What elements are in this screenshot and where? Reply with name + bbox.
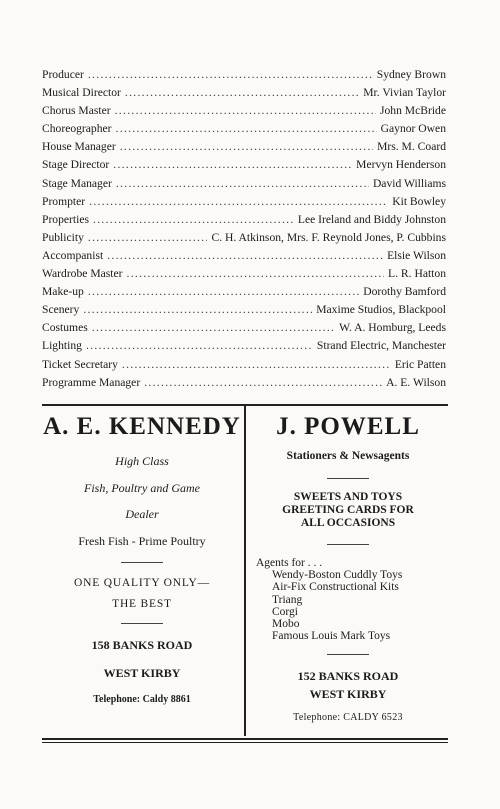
credit-row xyxy=(42,122,446,140)
dot-leader xyxy=(116,122,377,135)
credit-row xyxy=(42,104,446,122)
credit-name: Strand Electric, Manchester xyxy=(316,339,446,353)
dot-leader xyxy=(125,86,359,99)
credit-role: Producer xyxy=(42,68,84,81)
dot-leader xyxy=(144,376,382,389)
powell-rule-1 xyxy=(327,478,369,479)
credit-row xyxy=(42,249,446,267)
credit-row xyxy=(42,177,446,195)
powell-name: J. POWELL xyxy=(276,413,420,440)
credit-name: L. R. Hatton xyxy=(388,267,446,281)
credit-role: Choreographer xyxy=(42,122,112,136)
credits-list xyxy=(42,68,446,394)
kennedy-advertisement xyxy=(42,406,242,705)
credit-role: Publicity xyxy=(42,230,84,244)
kennedy-line-high-class: High Class xyxy=(115,454,169,468)
dot-leader xyxy=(127,267,385,280)
agent-item: Wendy-Boston Cuddly Toys xyxy=(272,569,403,582)
credit-role: Lighting xyxy=(42,339,82,353)
powell-address-1: 152 BANKS ROAD xyxy=(297,669,399,684)
credit-row xyxy=(42,321,446,339)
dot-leader xyxy=(122,358,391,371)
credit-role: Ticket Secretary xyxy=(42,357,118,371)
agent-item: Mobo xyxy=(272,618,300,631)
powell-advertisement xyxy=(248,406,448,723)
kennedy-line-fish-poultry: Fish, Poultry and Game xyxy=(84,481,200,495)
powell-feature-2: GREETING CARDS FOR xyxy=(282,504,414,516)
credit-row xyxy=(42,358,446,376)
kennedy-rule-2 xyxy=(121,623,163,624)
credit-name: John McBride xyxy=(379,104,446,118)
dot-leader xyxy=(89,195,388,208)
credit-role: Prompter xyxy=(42,194,86,208)
credit-role: Accompanist xyxy=(42,248,104,262)
credit-row xyxy=(42,140,446,158)
kennedy-address-2: WEST KIRBY xyxy=(103,666,181,680)
dot-leader xyxy=(88,285,359,298)
powell-address-2: WEST KIRBY xyxy=(309,687,387,702)
credit-name: Maxime Studios, Blackpool xyxy=(316,303,446,317)
powell-feature-1: SWEETS AND TOYS xyxy=(293,491,403,503)
bottom-double-rule-thin xyxy=(42,742,448,743)
credit-name: Elsie Wilson xyxy=(387,248,446,262)
credit-name: A. E. Wilson xyxy=(386,375,446,389)
kennedy-name: A. E. KENNEDY xyxy=(43,413,241,440)
credit-row xyxy=(42,213,446,231)
credit-name: Mervyn Henderson xyxy=(356,158,446,172)
credit-name: Lee Ireland and Biddy Johnston xyxy=(297,212,446,226)
powell-rule-3 xyxy=(327,654,369,655)
credit-row xyxy=(42,376,446,394)
dot-leader xyxy=(92,321,335,334)
powell-subtitle: Stationers & Newsagents xyxy=(286,450,410,462)
dot-leader xyxy=(113,158,352,171)
agent-item: Triang xyxy=(272,593,303,606)
credit-role: Wardrobe Master xyxy=(42,267,123,281)
agent-item: Corgi xyxy=(272,605,298,618)
vertical-divider xyxy=(244,406,246,736)
dot-leader xyxy=(107,249,383,262)
dot-leader xyxy=(83,303,312,316)
credit-row xyxy=(42,195,446,213)
credit-name: Kit Bowley xyxy=(392,194,446,208)
kennedy-line-dealer: Dealer xyxy=(125,507,159,521)
agent-item: Air-Fix Constructional Kits xyxy=(272,581,399,594)
dot-leader xyxy=(88,231,208,244)
credit-role: Properties xyxy=(42,212,90,226)
credit-name: Sydney Brown xyxy=(376,68,446,81)
dot-leader xyxy=(115,104,376,117)
credit-role: Scenery xyxy=(42,303,80,317)
powell-agents-heading: Agents for . . . xyxy=(256,557,323,569)
dot-leader xyxy=(86,339,313,352)
agent-item: Famous Louis Mark Toys xyxy=(272,630,391,643)
dot-leader xyxy=(88,68,373,81)
credit-name: Dorothy Bamford xyxy=(363,285,446,299)
kennedy-slogan-2: THE BEST xyxy=(112,598,172,610)
kennedy-telephone: Telephone: Caldy 8861 xyxy=(93,694,191,705)
credit-row xyxy=(42,231,446,249)
powell-feature-3: ALL OCCASIONS xyxy=(300,517,396,529)
dot-leader xyxy=(120,140,373,153)
credit-row xyxy=(42,285,446,303)
powell-telephone: Telephone: CALDY 6523 xyxy=(293,712,403,724)
credit-name: Gaynor Owen xyxy=(380,122,446,136)
credit-row xyxy=(42,303,446,321)
credit-name: Eric Patten xyxy=(394,357,446,371)
powell-rule-2 xyxy=(327,544,369,545)
bottom-double-rule-thick xyxy=(42,738,448,740)
kennedy-address-1: 158 BANKS ROAD xyxy=(91,638,193,652)
credit-role: Make-up xyxy=(42,285,84,299)
credit-row xyxy=(42,86,446,104)
powell-agents xyxy=(256,557,448,642)
kennedy-rule-1 xyxy=(121,562,163,563)
dot-leader xyxy=(93,213,294,226)
credit-row xyxy=(42,339,446,357)
credit-name: W. A. Homburg, Leeds xyxy=(339,321,446,335)
credit-role: Stage Director xyxy=(42,158,110,172)
credit-role: Programme Manager xyxy=(42,375,141,389)
advertisements-box xyxy=(42,404,448,740)
credit-name: David Williams xyxy=(372,176,446,190)
powell-agents-list xyxy=(272,569,448,642)
credit-row xyxy=(42,158,446,176)
credit-role: House Manager xyxy=(42,140,116,154)
credit-row xyxy=(42,68,446,86)
kennedy-line-fresh-fish: Fresh Fish - Prime Poultry xyxy=(78,534,206,548)
credit-role: Stage Manager xyxy=(42,176,112,190)
credit-role: Musical Director xyxy=(42,86,121,100)
kennedy-slogan-1: ONE QUALITY ONLY— xyxy=(74,577,210,589)
credit-role: Chorus Master xyxy=(42,104,111,118)
dot-leader xyxy=(116,177,369,190)
credit-name: Mr. Vivian Taylor xyxy=(363,86,446,100)
credit-name: C. H. Atkinson, Mrs. F. Reynold Jones, P. Cubbins xyxy=(211,230,446,244)
credit-role: Costumes xyxy=(42,321,88,335)
credit-name: Mrs. M. Coard xyxy=(377,140,446,154)
credit-row xyxy=(42,267,446,285)
